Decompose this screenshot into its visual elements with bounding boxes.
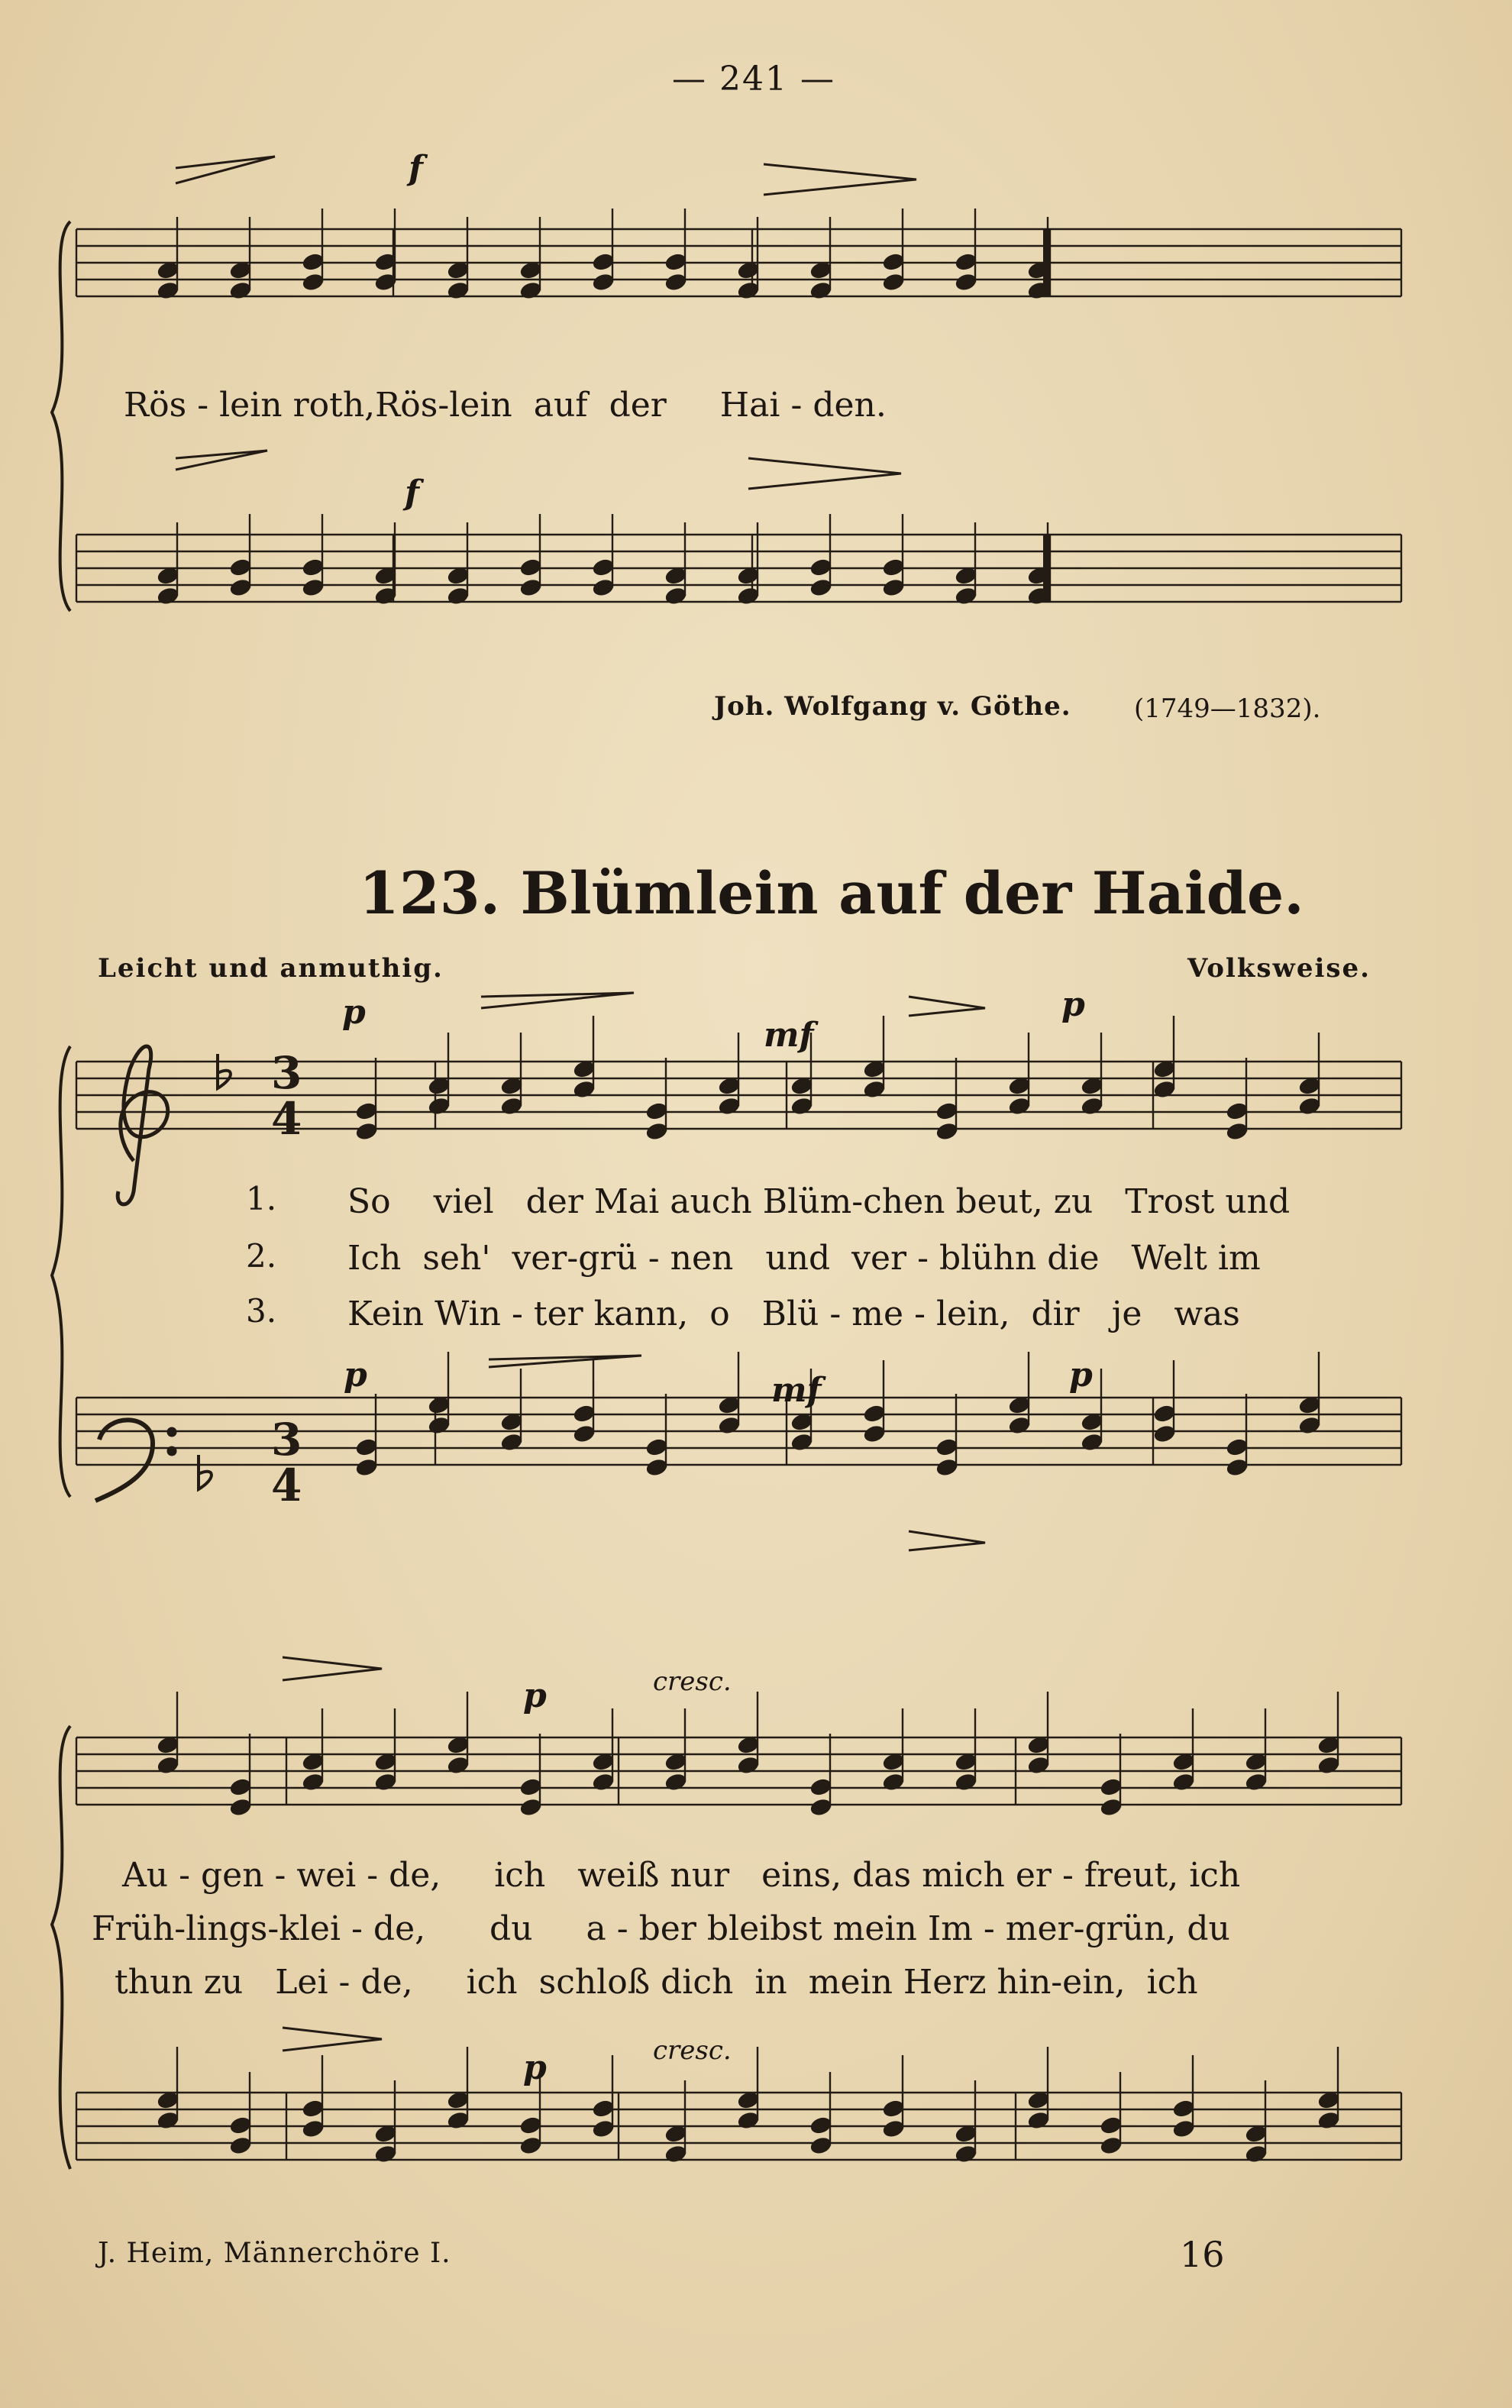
verse3-line1: Kein Win - ter kann, o Blü - me - lein, dir je was <box>347 1295 1240 1333</box>
notehead <box>229 280 253 300</box>
notehead <box>809 1777 833 1797</box>
notehead <box>809 1797 833 1817</box>
notehead <box>664 586 688 606</box>
notehead <box>592 558 615 577</box>
notehead <box>302 252 325 272</box>
notehead <box>737 1755 761 1775</box>
notehead <box>809 280 833 300</box>
notehead <box>302 272 325 292</box>
notehead <box>882 2119 906 2138</box>
notehead <box>882 2099 906 2119</box>
verse-number-2: 2. <box>246 1237 277 1275</box>
notehead <box>592 2099 615 2119</box>
notehead <box>790 1096 814 1116</box>
page-number: — 241 — <box>672 60 835 99</box>
notehead <box>1172 1772 1196 1792</box>
notehead <box>1153 1424 1177 1443</box>
dynamic-p-bass-2: p <box>1069 1356 1093 1395</box>
notehead <box>809 2115 833 2135</box>
time-sig-top-bass: 3 <box>271 1414 302 1466</box>
notehead <box>863 1424 887 1443</box>
notehead <box>955 272 978 292</box>
notehead <box>573 1404 596 1424</box>
notehead <box>355 1457 379 1477</box>
time-sig-bottom-treble: 4 <box>271 1093 302 1145</box>
tempo-marking: Leicht und anmuthig. <box>98 953 444 984</box>
notehead <box>157 1755 180 1775</box>
dynamic-p-treble-1: p <box>342 993 366 1032</box>
notehead <box>355 1121 379 1141</box>
poem-author: Joh. Wolfgang v. Göthe. <box>714 691 1071 722</box>
notehead <box>1008 1096 1032 1116</box>
verse1-line1: So viel der Mai auch Blüm-chen beut, zu Trost und <box>347 1182 1291 1221</box>
verse-number-3: 3. <box>246 1292 277 1330</box>
notehead <box>447 586 470 606</box>
notehead <box>737 586 761 606</box>
notehead <box>1008 1415 1032 1435</box>
notehead <box>935 1121 959 1141</box>
notehead <box>882 558 906 577</box>
notehead <box>935 1101 959 1121</box>
notehead <box>374 2144 398 2164</box>
notehead <box>664 272 688 292</box>
notehead <box>1027 1755 1051 1775</box>
verse-number-1: 1. <box>246 1180 277 1217</box>
notehead <box>809 2135 833 2155</box>
notehead <box>428 1415 451 1435</box>
author-years: (1749—1832). <box>1134 693 1321 724</box>
notehead <box>718 1096 741 1116</box>
notehead <box>355 1101 379 1121</box>
notehead <box>718 1415 741 1435</box>
notehead <box>302 558 325 577</box>
notehead <box>302 2119 325 2138</box>
verse2-line2: Früh-lings-klei - de, du a - ber bleibst mein Im - mer-grün, du <box>92 1909 1230 1948</box>
notehead <box>1226 1101 1249 1121</box>
notehead <box>447 2110 470 2130</box>
verse1-line2: Au - gen - wei - de, ich weiß nur eins, das mich er - freut, ich <box>122 1856 1241 1895</box>
notehead <box>955 2144 978 2164</box>
notehead <box>882 1772 906 1792</box>
notehead <box>519 280 543 300</box>
notehead <box>157 280 180 300</box>
notehead <box>863 1079 887 1099</box>
cresc-sys3-treble: cresc. <box>653 1666 732 1697</box>
time-sig-top-treble: 3 <box>271 1047 302 1099</box>
dynamic-mf-bass: mf <box>771 1371 822 1410</box>
notehead <box>882 252 906 272</box>
notehead <box>935 1457 959 1477</box>
notehead <box>955 252 978 272</box>
notehead <box>592 1772 615 1792</box>
notehead <box>737 280 761 300</box>
notehead <box>229 577 253 597</box>
notehead <box>519 558 543 577</box>
notehead <box>447 1755 470 1775</box>
notehead <box>302 577 325 597</box>
notehead <box>882 272 906 292</box>
notehead <box>1245 1772 1268 1792</box>
notehead <box>302 1772 325 1792</box>
notehead <box>573 1079 596 1099</box>
notehead <box>1317 1755 1341 1775</box>
notehead <box>1298 1096 1322 1116</box>
notehead <box>1100 1797 1123 1817</box>
notehead <box>592 272 615 292</box>
time-sig-bottom-bass: 4 <box>271 1459 302 1511</box>
footer-signature-number: 16 <box>1180 2234 1225 2275</box>
notehead <box>157 2110 180 2130</box>
song-origin: Volksweise. <box>1187 953 1371 984</box>
notehead <box>664 2144 688 2164</box>
notehead <box>645 1437 669 1457</box>
dynamic-mf-treble: mf <box>764 1016 814 1055</box>
lyrics-system1: Rös - lein roth,Rös-lein auf der Hai - den. <box>124 386 887 425</box>
notehead <box>573 1424 596 1443</box>
notehead <box>737 2110 761 2130</box>
notehead <box>1245 2144 1268 2164</box>
notehead <box>592 2119 615 2138</box>
notehead <box>1153 1079 1177 1099</box>
notehead <box>1100 2135 1123 2155</box>
notehead <box>447 280 470 300</box>
notehead <box>1100 2115 1123 2135</box>
notehead <box>374 1772 398 1792</box>
footer-source: J. Heim, Männerchöre I. <box>98 2238 451 2269</box>
verse3-line2: thun zu Lei - de, ich schloß dich in mein Herz hin-ein, ich <box>115 1963 1198 2002</box>
cresc-sys3-bass: cresc. <box>653 2035 732 2066</box>
notehead <box>645 1457 669 1477</box>
notehead <box>863 1404 887 1424</box>
notehead <box>955 586 978 606</box>
notehead <box>664 252 688 272</box>
notehead <box>519 1777 543 1797</box>
dynamic-forte-1: f <box>409 149 423 188</box>
notehead <box>1317 2110 1341 2130</box>
dynamic-p-sys3-bass: p <box>523 2048 547 2087</box>
notehead <box>809 577 833 597</box>
notehead <box>790 1432 814 1452</box>
notehead <box>229 1777 253 1797</box>
notehead <box>355 1437 379 1457</box>
notehead <box>519 577 543 597</box>
dynamic-p-sys3-treble: p <box>523 1676 547 1715</box>
notehead <box>519 1797 543 1817</box>
notehead <box>1027 2110 1051 2130</box>
notehead <box>592 252 615 272</box>
notehead <box>519 2115 543 2135</box>
notehead <box>1081 1432 1104 1452</box>
notehead <box>882 577 906 597</box>
notehead <box>592 577 615 597</box>
notehead <box>302 2099 325 2119</box>
notehead <box>500 1096 524 1116</box>
notehead <box>935 1437 959 1457</box>
notehead <box>1153 1404 1177 1424</box>
dynamic-p-treble-2: p <box>1061 985 1085 1024</box>
notehead <box>1172 2119 1196 2138</box>
notehead <box>645 1121 669 1141</box>
notehead <box>229 1797 253 1817</box>
notehead <box>157 586 180 606</box>
dynamic-p-bass-1: p <box>344 1356 367 1395</box>
notehead <box>664 1772 688 1792</box>
notehead <box>1100 1777 1123 1797</box>
notehead <box>428 1096 451 1116</box>
notehead <box>229 2115 253 2135</box>
notehead <box>809 558 833 577</box>
verse2-line1: Ich seh' ver-grü - nen und ver - blühn die Welt im <box>347 1239 1261 1278</box>
notehead <box>229 558 253 577</box>
notehead <box>1226 1121 1249 1141</box>
notehead <box>1081 1096 1104 1116</box>
dynamic-forte-2: f <box>405 474 419 512</box>
notehead <box>1172 2099 1196 2119</box>
song-title: 123. Blümlein auf der Haide. <box>359 859 1304 927</box>
notehead <box>1226 1457 1249 1477</box>
notehead <box>500 1432 524 1452</box>
notehead <box>1298 1415 1322 1435</box>
notehead <box>519 2135 543 2155</box>
notehead <box>955 1772 978 1792</box>
notehead <box>645 1101 669 1121</box>
notehead <box>1226 1437 1249 1457</box>
notehead <box>229 2135 253 2155</box>
